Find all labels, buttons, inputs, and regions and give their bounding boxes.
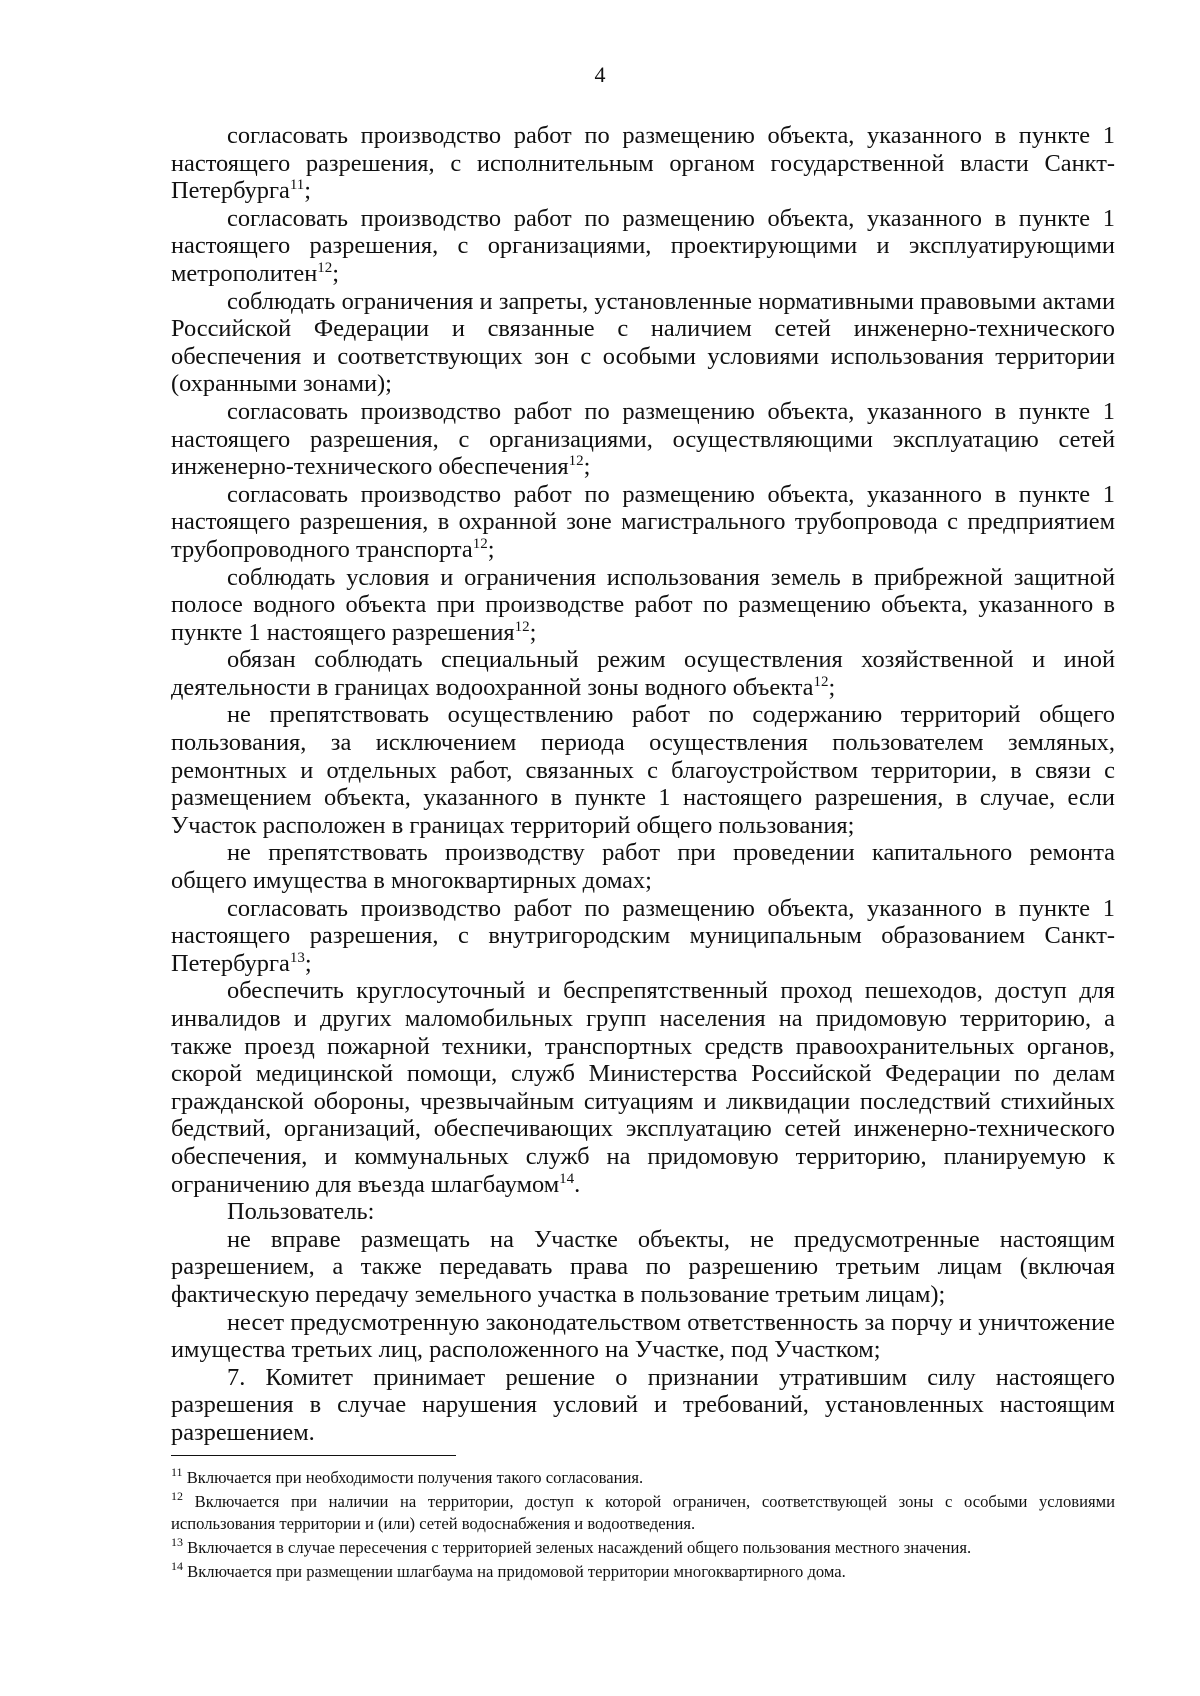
paragraph-6: соблюдать условия и ограничения использования земель в прибрежной защитной полосе водного объекта при производстве работ по размещению объекта, указанного в пункте 1 настоящего разрешения$^{12}$; [171, 563, 1115, 646]
paragraph-1: согласовать производство работ по размещению объекта, указанного в пункте 1 настоящего разрешения, с исполнительным органом государственной власти Санкт-Петербурга$^{11}$; [171, 122, 1115, 205]
footnote-item: $^{14}$ Включается при размещении шлагбаума на придомовой территории многоквартирного дома. [171, 1559, 846, 1581]
paragraph-11: обеспечить круглосуточный и беспрепятственный проход пешеходов, доступ для инвалидов и других маломобильных групп населения на придомовую территорию, а также проезд пожарной техники, транспортных средств правоохранительных органов, скорой медицинской помощи, служб Министерства Российской Федерации по делам гражданской обороны, чрезвычайным ситуациям и ликвидации последствий стихийных бедствий, организаций, обеспечивающих эксплуатацию сетей инженерно-технического обеспечения, и коммунальных служб на придомовую территорию, планируемую к ограничению для въезда шлагбаумом$^{14}$. [171, 977, 1115, 1198]
footnote-number: 12 [171, 1489, 183, 1503]
body-text [171, 122, 1115, 1447]
footnote-ref: 11 [289, 177, 305, 194]
footnote-ref: 13 [289, 949, 305, 966]
footnote-item: $^{13}$ Включается в случае пересечения с территорией зеленых насаждений общего пользования местного значения. [171, 1535, 972, 1557]
footnote-ref: 12 [317, 259, 333, 276]
paragraph-8: не препятствовать осуществлению работ по содержанию территорий общего пользования, за исключением периода осуществления пользователем земляных, ремонтных и отдельных работ, связанных с благоустройством территории, в связи с размещением объекта, указанного в пункте 1 настоящего разрешения, в случае, если Участок расположен в границах территорий общего пользования; [171, 701, 1115, 839]
paragraph-15: 7. Комитет принимает решение о признании утратившим силу настоящего разрешения в случае нарушения условий и требований, установленных настоящим разрешением. [171, 1363, 1115, 1446]
footnote-divider [171, 1455, 456, 1456]
paragraph-3: соблюдать ограничения и запреты, установленные нормативными правовыми актами Российской Федерации и связанные с наличием сетей инженерно-технического обеспечения и соответствующих зон с особыми условиями использования территории (охранными зонами); [171, 287, 1115, 398]
footnote-ref: 12 [514, 618, 530, 635]
footnote-ref: 12 [568, 453, 584, 470]
footnote-number: 11 [171, 1465, 183, 1479]
paragraph-5: согласовать производство работ по размещению объекта, указанного в пункте 1 настоящего разрешения, в охранной зоне магистрального трубопровода с предприятием трубопроводного транспорта$^{12}$; [171, 480, 1115, 563]
footnotes [171, 1467, 1115, 1585]
footnote-item: $^{12}$ Включается при наличии на территории, доступ к которой ограничен, соответствующей зоны с особыми условиями использования территории и (или) сетей водоснабжения и водоотведения. [171, 1489, 1115, 1533]
paragraph-13: не вправе размещать на Участке объекты, не предусмотренные настоящим разрешением, а также передавать права по разрешению третьим лицам (включая фактическую передачу земельного участка в пользование третьим лицам); [171, 1225, 1115, 1308]
paragraph-14: несет предусмотренную законодательством ответственность за порчу и уничтожение имущества третьих лиц, расположенного на Участке, под Участком; [171, 1308, 1115, 1364]
footnote-number: 14 [171, 1559, 183, 1573]
page-number: 4 [594, 62, 606, 87]
footnote-number: 13 [171, 1535, 183, 1549]
footnote-item: $^{11}$ Включается при необходимости получения такого согласования. [171, 1465, 644, 1487]
paragraph-2: согласовать производство работ по размещению объекта, указанного в пункте 1 настоящего разрешения, с организациями, проектирующими и эксплуатирующими метрополитен$^{12}$; [171, 204, 1115, 287]
footnote-ref: 14 [559, 1170, 575, 1187]
paragraph-10: согласовать производство работ по размещению объекта, указанного в пункте 1 настоящего разрешения, с внутригородским муниципальным образованием Санкт-Петербурга$^{13}$; [171, 894, 1115, 977]
paragraph-7: обязан соблюдать специальный режим осуществления хозяйственной и иной деятельности в границах водоохранной зоны водного объекта$^{12}$; [171, 646, 1115, 701]
paragraph-9: не препятствовать производству работ при проведении капитального ремонта общего имущества в многоквартирных домах; [171, 839, 1115, 895]
paragraph-4: согласовать производство работ по размещению объекта, указанного в пункте 1 настоящего разрешения, с организациями, осуществляющими эксплуатацию сетей инженерно-технического обеспечения$^{12}$; [171, 397, 1115, 481]
paragraph-12: Пользователь: [227, 1198, 375, 1226]
footnote-ref: 12 [472, 535, 488, 552]
footnote-ref: 12 [813, 673, 829, 690]
